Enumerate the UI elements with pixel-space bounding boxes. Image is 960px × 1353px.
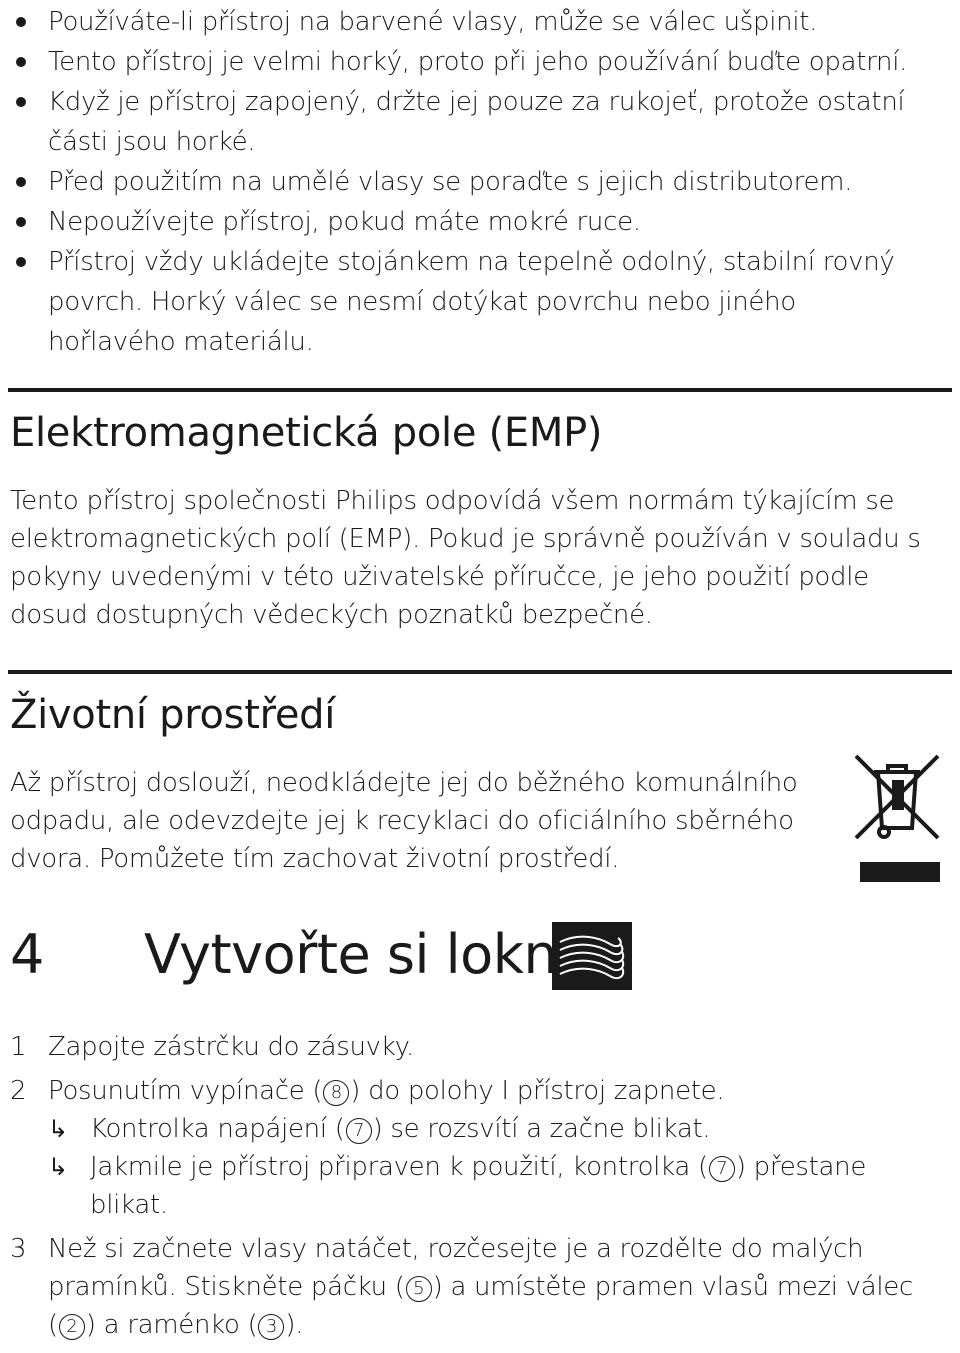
result-text: Kontrolka napájení ( (90, 1114, 345, 1144)
section-divider (8, 670, 952, 674)
bullet-text: Když je přístroj zapojený, držte jej pouze za rukojeť, protože ostatní části jsou horké. (48, 87, 905, 157)
chapter-number: 4 (10, 923, 45, 986)
bullet-text: Před použitím na umělé vlasy se poraďte s jejich distributorem. (48, 167, 853, 197)
environment-heading: Životní prostředí (10, 692, 336, 738)
step-text: ). (285, 1310, 304, 1340)
step-text: ) do polohy I přístroj zapnete. (350, 1076, 725, 1106)
step-number: 3 (10, 1234, 27, 1264)
crossed-out-wheelie-bin-icon (852, 750, 942, 885)
step-text: ) a raménko ( (85, 1310, 258, 1340)
section-divider (8, 388, 952, 392)
step-text: Posunutím vypínače ( (48, 1076, 323, 1106)
emf-body: Tento přístroj společnosti Philips odpovídá všem normám týkajícím se elektromagnetických polí (EMP). Pokud je správně používán v souladu s pokyny uvedenými v této uživatelské příručce, je jeho použití podle dosud dostupných vědeckých poznatků bezpečné. (10, 486, 921, 630)
result-text: ) přestane blikat. (90, 1152, 867, 1220)
bullet-dot-icon (16, 97, 26, 107)
list-item (10, 1028, 945, 1066)
step-text: Než si začnete vlasy natáčet, rozčesejte je a rozdělte do malých pramínků. Stiskněte páčku ( (48, 1234, 864, 1302)
list-item (10, 1072, 945, 1224)
chapter-title: Vytvořte si lokny (144, 923, 589, 986)
result-text: Jakmile je přístroj připraven k použití, kontrolka ( (90, 1152, 708, 1182)
list-item (10, 242, 945, 362)
list-item (10, 82, 945, 162)
list-item (10, 1230, 945, 1344)
bullet-dot-icon (16, 217, 26, 227)
bullet-text: Tento přístroj je velmi horký, proto při jeho používání buďte opatrní. (48, 47, 908, 77)
part-reference-badge: 7 (709, 1156, 735, 1182)
curls-icon (552, 922, 632, 990)
list-item (10, 42, 945, 82)
bullet-dot-icon (16, 17, 26, 27)
result-arrow-icon: ↳ (48, 1115, 68, 1143)
bullet-dot-icon (16, 257, 26, 267)
list-item (10, 162, 945, 202)
step-result (48, 1110, 945, 1148)
safety-bullet-list (10, 2, 945, 362)
list-item (10, 202, 945, 242)
part-reference-badge: 8 (323, 1080, 349, 1106)
part-reference-badge: 7 (346, 1118, 372, 1144)
step-number: 1 (10, 1032, 27, 1062)
step-result (48, 1148, 945, 1224)
emf-heading: Elektromagnetická pole (EMP) (10, 410, 603, 456)
step-text: Zapojte zástrčku do zásuvky. (48, 1032, 414, 1062)
step-text: ) a umístěte pramen vlasů mezi válec ( (48, 1272, 914, 1340)
part-reference-badge: 2 (59, 1314, 85, 1340)
bullet-dot-icon (16, 57, 26, 67)
environment-body: Až přístroj doslouží, neodkládejte jej do běžného komunálního odpadu, ale odevzdejte jej k recyklaci do oficiálního sběrného dvora. Pomůžete tím zachovat životní prostředí. (10, 768, 798, 874)
bullet-text: Přístroj vždy ukládejte stojánkem na tepelně odolný, stabilní rovný povrch. Horký válec se nesmí dotýkat povrchu nebo jiného hořlavého materiálu. (48, 247, 895, 357)
bullet-dot-icon (16, 177, 26, 187)
part-reference-badge: 3 (258, 1314, 284, 1340)
result-arrow-icon: ↳ (48, 1153, 68, 1181)
instruction-steps (10, 1028, 945, 1350)
part-reference-badge: 5 (406, 1276, 432, 1302)
step-number: 2 (10, 1076, 27, 1106)
bullet-text: Používáte-li přístroj na barvené vlasy, může se válec ušpinit. (48, 7, 818, 37)
list-item (10, 2, 945, 42)
bullet-text: Nepoužívejte přístroj, pokud máte mokré ruce. (48, 207, 641, 237)
result-text: ) se rozsvítí a začne blikat. (372, 1114, 711, 1144)
